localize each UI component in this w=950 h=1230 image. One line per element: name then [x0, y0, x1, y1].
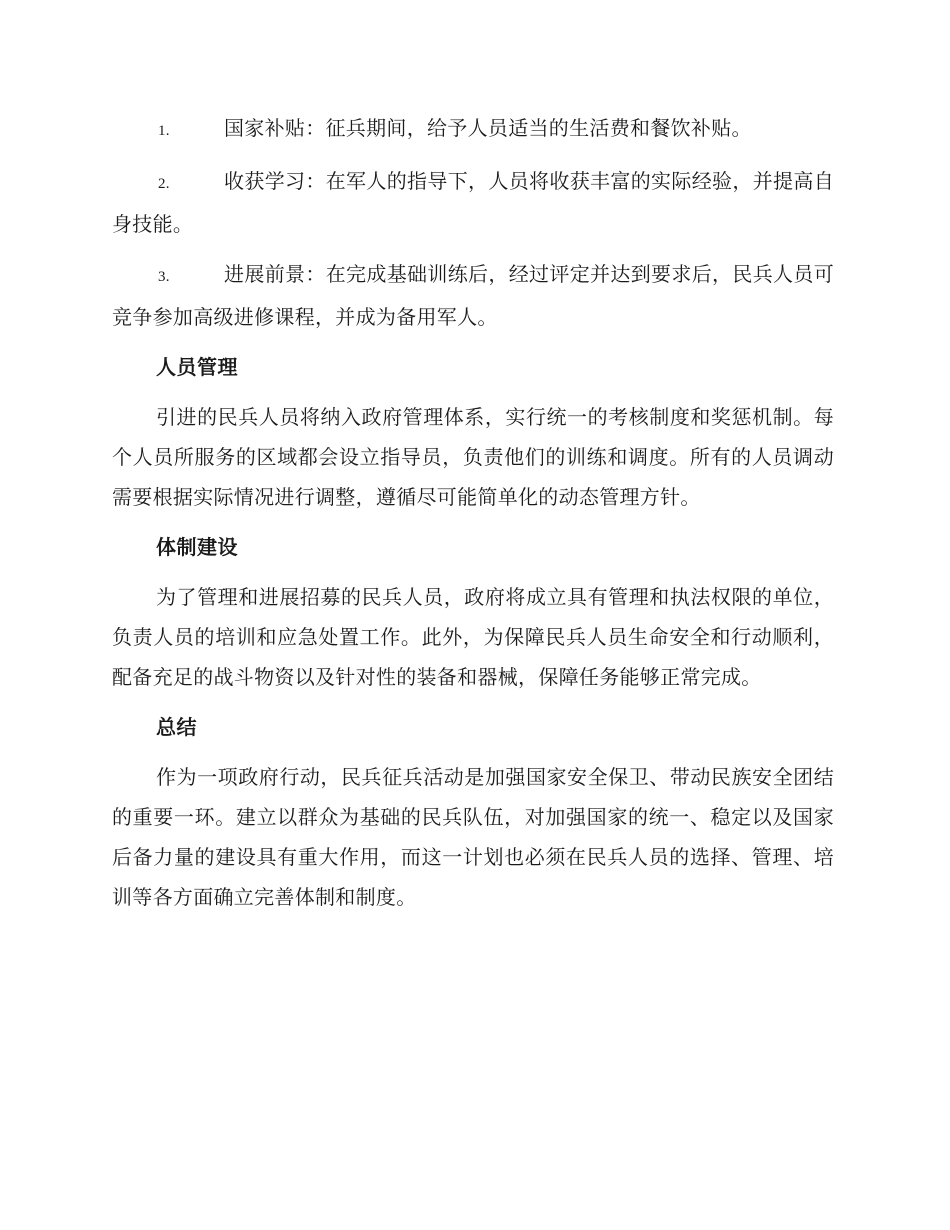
- section-paragraph-summary: 作为一项政府行动，民兵征兵活动是加强国家安全保卫、带动民族安全团结的重要一环。建立以群众为基础的民兵队伍，对加强国家的统一、稳定以及国家后备力量的建设具有重大作用，而这一计划也必须在民兵人员的选择、管理、培训等各方面确立完善体制和制度。: [112, 765, 834, 909]
- section-paragraph-system: 为了管理和进展招募的民兵人员，政府将成立具有管理和执法权限的单位，负责人员的培训和应急处置工作。此外，为保障民兵人员生命安全和行动顺利，配备充足的战斗物资以及针对性的装备和器械，保障任务能够正常完成。: [112, 585, 834, 689]
- list-item-text: 国家补贴：征兵期间，给予人员适当的生活费和餐饮补贴。: [224, 116, 752, 140]
- section-paragraph-personnel: 引进的民兵人员将纳入政府管理体系，实行统一的考核制度和奖惩机制。每个人员所服务的区域都会设立指导员，负责他们的训练和调度。所有的人员调动需要根据实际情况进行调整，遵循尽可能简单化的动态管理方针。: [112, 405, 834, 509]
- list-number: 3.: [158, 269, 170, 285]
- list-number: 1.: [158, 123, 170, 139]
- list-number: 2.: [158, 176, 170, 192]
- section-heading-personnel: 人员管理: [156, 355, 238, 379]
- document-body: [112, 108, 834, 927]
- section-heading-system: 体制建设: [156, 535, 238, 559]
- list-item-text: 进展前景：在完成基础训练后，经过评定并达到要求后，民兵人员可竞争参加高级进修课程，并成为备用军人。: [112, 262, 834, 329]
- list-item-subsidy: [112, 108, 834, 151]
- list-item-learning: [112, 161, 834, 244]
- list-item-text: 收获学习：在军人的指导下，人员将收获丰富的实际经验，并提高自身技能。: [112, 169, 834, 236]
- list-item-prospects: [112, 254, 834, 337]
- section-heading-summary: 总结: [156, 715, 197, 739]
